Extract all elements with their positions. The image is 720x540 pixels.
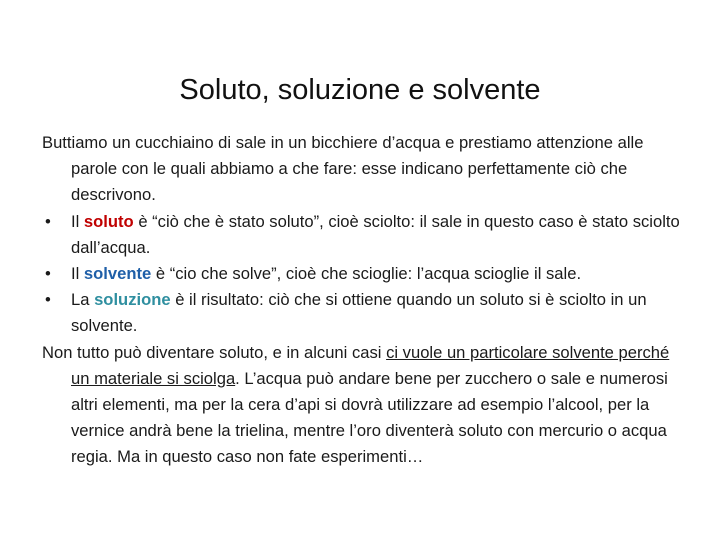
bullet-prefix: Il (71, 264, 84, 284)
bullet-prefix: Il (71, 211, 84, 231)
term-solvente: solvente (83, 264, 152, 284)
closing-prefix: Non tutto può diventare soluto, e in alcuni casi (42, 342, 387, 362)
bullet-marker: • (45, 211, 51, 231)
term-soluzione: soluzione (94, 290, 171, 310)
bullet-prefix: La (71, 290, 95, 310)
bullet-text: è il risultato: ciò che si ottiene quando un soluto si è sciolto in un solvente. (71, 290, 647, 336)
bullet-solvente (42, 261, 682, 287)
term-soluto: soluto (83, 211, 134, 231)
underlined-phrase: ci vuole un particolare solvente perché un materiale si sciolga (71, 342, 670, 388)
closing-text: . L’acqua può andare bene per zucchero o sale e numerosi altri elementi, ma per la cera d’api si dovrà utilizzare ad esempio l’alcool, per la vernice andrà bene la trielina, mentre l’oro diventerà soluto con mercurio o acqua regia. Ma in questo caso non fate esperimenti… (71, 368, 668, 467)
bullet-marker: • (45, 264, 51, 284)
bullet-marker: • (45, 290, 51, 310)
bullet-soluzione (42, 287, 682, 339)
bullet-soluto (42, 209, 682, 261)
slide-title: Soluto, soluzione e solvente (179, 74, 541, 106)
closing-paragraph (42, 340, 682, 471)
bullet-text: è “ciò che è stato soluto”, cioè sciolto: il sale in questo caso è stato sciolto dall’acqua. (71, 211, 680, 257)
intro-paragraph: Buttiamo un cucchiaino di sale in un bicchiere d’acqua e prestiamo attenzione alle parole con le quali abbiamo a che fare: esse indicano perfettamente ciò che descrivono. (42, 133, 644, 205)
slide-body (42, 130, 682, 471)
bullet-text: è “cio che solve”, cioè che scioglie: l’acqua scioglie il sale. (151, 264, 582, 284)
